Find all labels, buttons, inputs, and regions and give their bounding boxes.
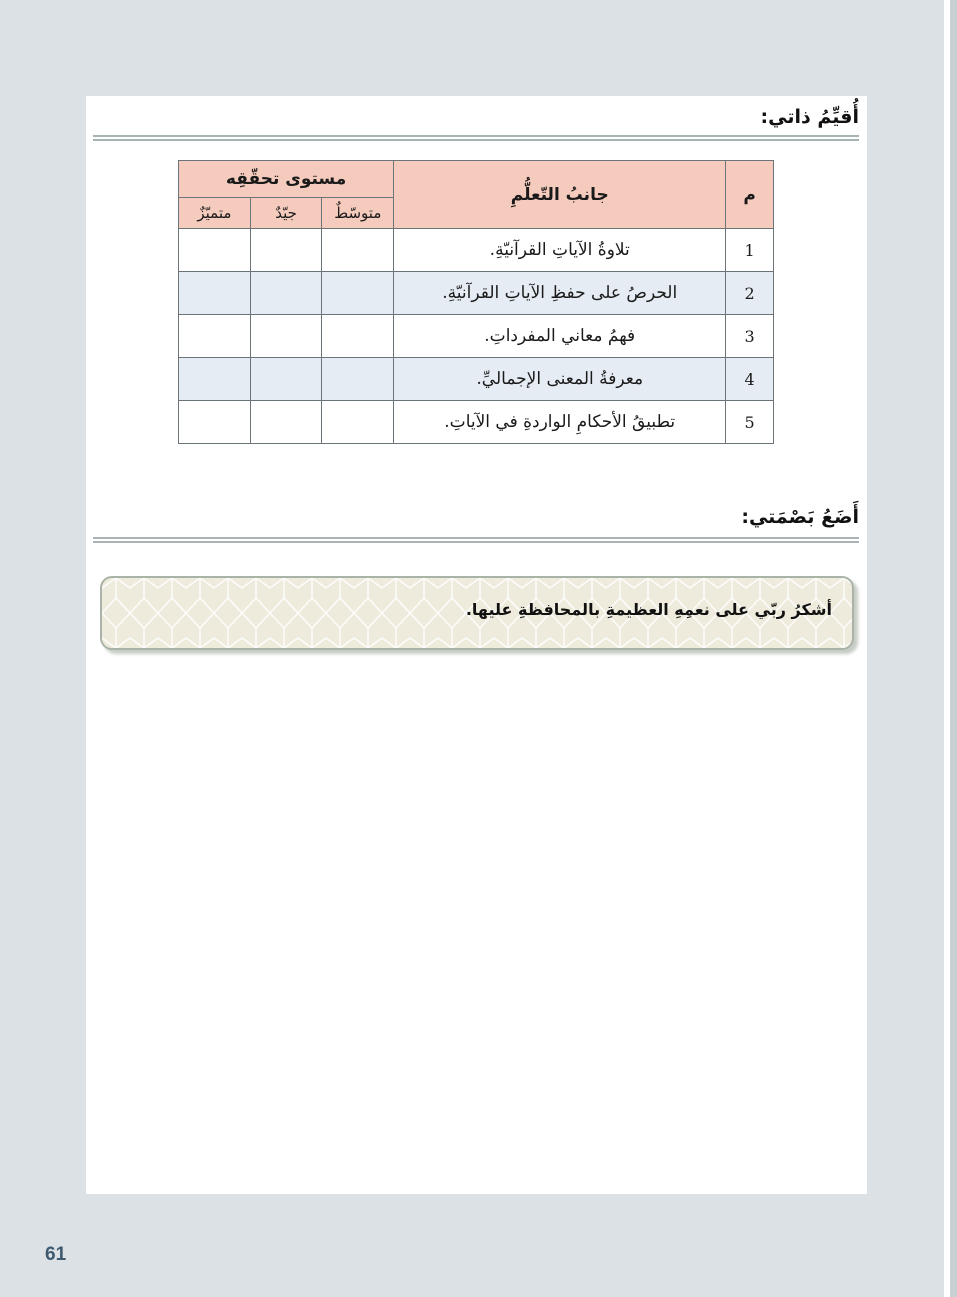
level-excellent-cell[interactable] [179, 358, 251, 401]
fingerprint-divider [93, 537, 859, 543]
level-average-cell[interactable] [322, 272, 394, 315]
self-evaluation-table [178, 160, 774, 444]
level-excellent-cell[interactable] [179, 272, 251, 315]
page-edge-shadow [950, 0, 957, 1297]
row-number: 3 [726, 315, 774, 358]
level-header: مستوى تحقّقِه [179, 161, 394, 198]
row-aspect: الحرصُ على حفظِ الآياتِ القرآنيّةِ. [394, 272, 726, 315]
level-average-header: متوسّطٌ [322, 198, 394, 229]
level-good-cell[interactable] [250, 229, 322, 272]
level-good-cell[interactable] [250, 358, 322, 401]
row-aspect: تطبيقُ الأحكامِ الواردةِ في الآياتِ. [394, 401, 726, 444]
level-excellent-header: متميّزٌ [179, 198, 251, 229]
level-good-cell[interactable] [250, 401, 322, 444]
level-good-cell[interactable] [250, 272, 322, 315]
page-sheet [86, 96, 867, 1194]
row-aspect: فهمُ معاني المفرداتِ. [394, 315, 726, 358]
fingerprint-statement-box [100, 576, 854, 650]
level-excellent-cell[interactable] [179, 315, 251, 358]
level-average-cell[interactable] [322, 315, 394, 358]
level-excellent-cell[interactable] [179, 401, 251, 444]
table-row [179, 315, 774, 358]
fingerprint-statement: أشكرُ ربّي على نعمِهِ العظيمةِ بالمحافظةِ عليها. [465, 600, 832, 619]
row-aspect: معرفةُ المعنى الإجماليِّ. [394, 358, 726, 401]
row-number: 4 [726, 358, 774, 401]
level-good-cell[interactable] [250, 315, 322, 358]
level-average-cell[interactable] [322, 401, 394, 444]
row-number: 5 [726, 401, 774, 444]
table-row [179, 401, 774, 444]
level-excellent-cell[interactable] [179, 229, 251, 272]
self-evaluation-divider [93, 135, 859, 141]
table-row [179, 358, 774, 401]
row-aspect: تلاوةُ الآياتِ القرآنيّةِ. [394, 229, 726, 272]
col-number-header: م [726, 161, 774, 229]
level-good-header: جيّدٌ [250, 198, 322, 229]
page-number: 61 [45, 1244, 67, 1265]
col-aspect-header: جانبُ التّعلُّمِ [394, 161, 726, 229]
level-average-cell[interactable] [322, 358, 394, 401]
fingerprint-heading: أَضَعُ بَصْمَتي: [741, 506, 859, 528]
table-row [179, 272, 774, 315]
level-average-cell[interactable] [322, 229, 394, 272]
table-row [179, 229, 774, 272]
row-number: 1 [726, 229, 774, 272]
row-number: 2 [726, 272, 774, 315]
self-evaluation-heading: أُقيِّمُ ذاتي: [760, 106, 859, 128]
